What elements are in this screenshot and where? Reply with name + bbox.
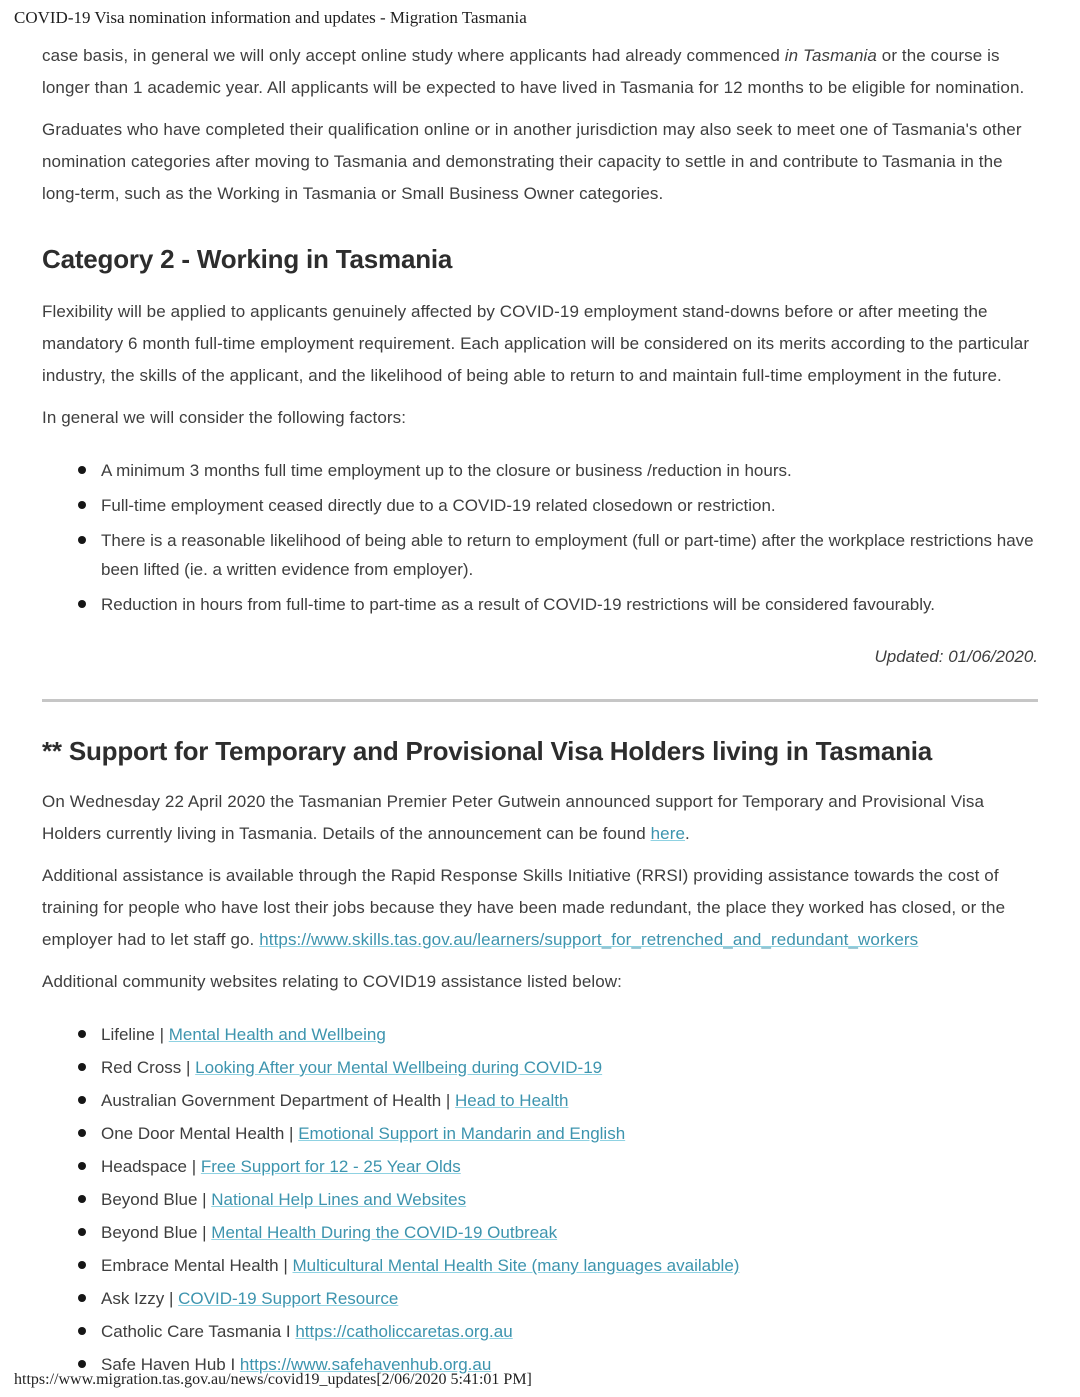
- bullet-icon: [78, 600, 86, 608]
- resource-prefix: Catholic Care Tasmania I: [101, 1322, 296, 1341]
- resource-prefix: Embrace Mental Health |: [101, 1256, 293, 1275]
- bullet-icon: [78, 1096, 86, 1104]
- bullet-icon: [78, 1063, 86, 1071]
- support-paragraph-2-text: Additional assistance is available through the Rapid Response Skills Initiative (RRSI) providing assistance towards the cost of training for people who have lost their jobs because they have been made redundant, the place they worked has closed, or the employer had to let staff go.: [42, 866, 1006, 949]
- bullet-icon: [78, 1195, 86, 1203]
- intro-paragraph-1-text: case basis, in general we will only accept online study where applicants had already commenced: [42, 46, 785, 65]
- bullet-icon: [78, 1228, 86, 1236]
- support-paragraph-2: [42, 860, 1038, 956]
- resource-list-item: [78, 1119, 1038, 1148]
- resource-list-item: [78, 1317, 1038, 1346]
- resource-list-item: [78, 1152, 1038, 1181]
- heading-support-visa-holders: ** Support for Temporary and Provisional Visa Holders living in Tasmania: [42, 736, 933, 766]
- support-paragraph-1-period: .: [685, 824, 690, 843]
- page-header-title: COVID-19 Visa nomination information and updates - Migration Tasmania: [14, 8, 527, 27]
- heading-category-2: Category 2 - Working in Tasmania: [42, 244, 453, 274]
- resource-link[interactable]: Mental Health During the COVID-19 Outbreak: [211, 1223, 558, 1242]
- resource-prefix: Lifeline |: [101, 1025, 169, 1044]
- bullet-icon: [78, 1327, 86, 1335]
- resource-item-text: [101, 1251, 739, 1280]
- list-item: [78, 456, 1038, 485]
- bullet-icon: [78, 501, 86, 509]
- bullet-icon: [78, 1360, 86, 1368]
- resource-prefix: Safe Haven Hub I: [101, 1355, 240, 1374]
- resource-link[interactable]: https://www.safehavenhub.org.au: [239, 1355, 492, 1374]
- resource-item-text: [101, 1218, 557, 1247]
- resource-item-text: [101, 1053, 602, 1082]
- list-item: [78, 491, 1038, 520]
- intro-paragraph-2: Graduates who have completed their qualification online or in another jurisdiction may also seek to meet one of Tasmania's other nomination categories after moving to Tasmania and demonstrating their capacity to settle in and contribute to Tasmania in the long-term, such as the Working in Tasmania or Small Business Owner categories.: [42, 120, 1022, 203]
- resource-item-text: [101, 1317, 513, 1346]
- section-divider: [42, 699, 1038, 702]
- resource-link[interactable]: Head to Health: [455, 1091, 569, 1110]
- bullet-icon: [78, 466, 86, 474]
- resource-prefix: One Door Mental Health |: [101, 1124, 299, 1143]
- bullet-icon: [78, 1030, 86, 1038]
- resource-list-item: [78, 1218, 1038, 1247]
- intro-paragraph-1: [42, 40, 1038, 104]
- bullet-icon: [78, 536, 86, 544]
- resource-link[interactable]: Looking After your Mental Wellbeing during COVID-19: [195, 1058, 603, 1077]
- resource-prefix: Ask Izzy |: [101, 1289, 179, 1308]
- announcement-here-link[interactable]: here: [650, 824, 686, 843]
- resource-prefix: Headspace |: [101, 1157, 201, 1176]
- list-item: [78, 590, 1038, 619]
- list-item-text: Full-time employment ceased directly due to a COVID-19 related closedown or restriction.: [101, 496, 776, 515]
- page-footer-url: https://www.migration.tas.gov.au/news/covid19_updates[2/06/2020 5:41:01 PM]: [14, 1371, 532, 1388]
- resource-link[interactable]: https://catholiccaretas.org.au: [295, 1322, 513, 1341]
- resource-list-item: [78, 1185, 1038, 1214]
- resource-list-item: [78, 1086, 1038, 1115]
- resource-prefix: Beyond Blue |: [101, 1223, 212, 1242]
- bullet-icon: [78, 1162, 86, 1170]
- resource-prefix: Red Cross |: [101, 1058, 196, 1077]
- resource-item-text: [101, 1152, 461, 1181]
- list-item: [78, 526, 1038, 584]
- resource-prefix: Beyond Blue |: [101, 1190, 212, 1209]
- document-body: [42, 40, 1038, 1379]
- list-item-text: There is a reasonable likelihood of being able to return to employment (full or part-time) after the workplace restrictions have been lifted (ie. a written evidence from employer).: [101, 531, 1034, 579]
- updated-date-label: Updated: 01/06/2020.: [874, 647, 1038, 666]
- resource-link[interactable]: Emotional Support in Mandarin and English: [298, 1124, 626, 1143]
- support-paragraph-1-text: On Wednesday 22 April 2020 the Tasmanian Premier Peter Gutwein announced support for Temporary and Provisional Visa Holders currently living in Tasmania. Details of the announcement can be found: [42, 792, 984, 843]
- resource-link[interactable]: National Help Lines and Websites: [211, 1190, 467, 1209]
- intro-paragraph-1-text-cont: or the course is longer than 1 academic year. All applicants will be expected to have lived in Tasmania for 12 months to be eligible for nomination.: [42, 46, 1025, 97]
- resource-link[interactable]: Mental Health and Wellbeing: [168, 1025, 386, 1044]
- resource-item-text: [101, 1284, 398, 1313]
- community-resources-list: [42, 1020, 1038, 1379]
- skills-tas-url-link[interactable]: https://www.skills.tas.gov.au/learners/support_for_retrenched_and_redundant_workers: [259, 930, 919, 949]
- category2-paragraph-2: In general we will consider the following factors:: [42, 408, 407, 427]
- resource-item-text: [101, 1119, 625, 1148]
- resource-item-text: [101, 1020, 386, 1049]
- intro-paragraph-1-italic: in Tasmania: [784, 46, 877, 65]
- bullet-icon: [78, 1261, 86, 1269]
- list-item-text: Reduction in hours from full-time to part-time as a result of COVID-19 restrictions will be considered favourably.: [101, 595, 935, 614]
- support-paragraph-3: Additional community websites relating to COVID19 assistance listed below:: [42, 972, 623, 991]
- resource-list-item: [78, 1053, 1038, 1082]
- support-paragraph-1: [42, 786, 1038, 850]
- resource-list-item: [78, 1251, 1038, 1280]
- resource-item-text: [101, 1086, 568, 1115]
- resource-link[interactable]: Multicultural Mental Health Site (many languages available): [292, 1256, 740, 1275]
- resource-link[interactable]: Free Support for 12 - 25 Year Olds: [200, 1157, 461, 1176]
- list-item-text: A minimum 3 months full time employment up to the closure or business /reduction in hours.: [101, 461, 792, 480]
- resource-list-item: [78, 1020, 1038, 1049]
- resource-list-item: [78, 1284, 1038, 1313]
- factors-list: [42, 456, 1038, 619]
- resource-item-text: [101, 1185, 466, 1214]
- category2-paragraph-1: Flexibility will be applied to applicants genuinely affected by COVID-19 employment stand-downs before or after meeting the mandatory 6 month full-time employment requirement. Each application will be considered on its merits according to the particular industry, the skills of the applicant, and the likelihood of being able to return to and maintain full-time employment in the future.: [42, 302, 1030, 385]
- resource-prefix: Australian Government Department of Health |: [101, 1091, 456, 1110]
- bullet-icon: [78, 1129, 86, 1137]
- resource-link[interactable]: COVID-19 Support Resource: [178, 1289, 399, 1308]
- bullet-icon: [78, 1294, 86, 1302]
